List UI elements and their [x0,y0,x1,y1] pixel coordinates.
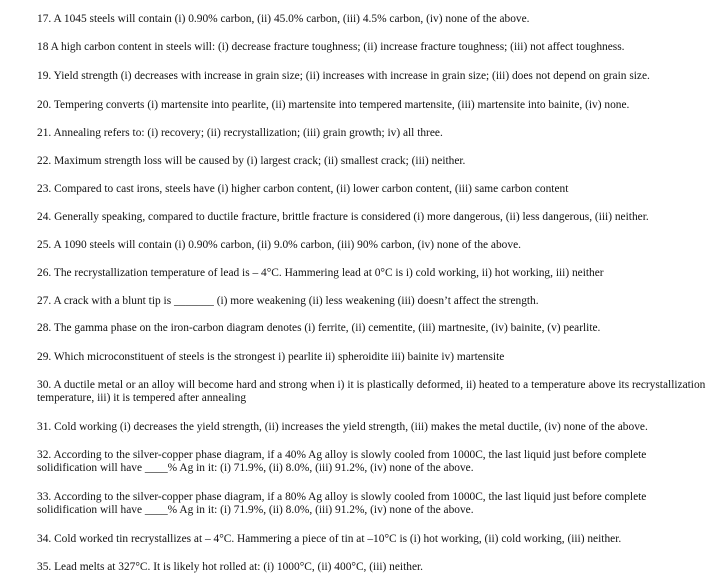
question-31: 31. Cold working (i) decreases the yield strength, (ii) increases the yield strength, (iii) makes the metal ductile, (iv) none of the above. [37,421,648,433]
question-28: 28. The gamma phase on the iron-carbon diagram denotes (i) ferrite, (ii) cementite, (iii) martnesite, (iv) bainite, (v) pearlite. [37,322,601,334]
question-30: 30. A ductile metal or an alloy will become hard and strong when i) it is plastically deformed, ii) heated to a temperature above its recrystallization temperature, iii) it is tempered after annealing [37,379,706,404]
question-26: 26. The recrystallization temperature of lead is – 4°C. Hammering lead at 0°C is i) cold working, ii) hot working, iii) neither [37,267,604,279]
question-27: 27. A crack with a blunt tip is _______ (i) more weakening (ii) less weakening (iii) doesn’t affect the strength. [37,295,539,307]
question-32: 32. According to the silver-copper phase diagram, if a 40% Ag alloy is slowly cooled from 1000C, the last liquid just before complete solidification will have ____% Ag in it: (i) 71.9%, (ii) 8.0%, (iii) 91.2%, (iv) none of the above. [37,449,647,474]
question-25: 25. A 1090 steels will contain (i) 0.90% carbon, (ii) 9.0% carbon, (iii) 90% carbon, (iv) none of the above. [37,239,521,251]
question-20: 20. Tempering converts (i) martensite into pearlite, (ii) martensite into tempered martensite, (iii) martensite into bainite, (iv) none. [37,99,630,111]
question-18: 18 A high carbon content in steels will: (i) decrease fracture toughness; (ii) increase fracture toughness; (iii) not affect toughness. [37,41,625,53]
question-22: 22. Maximum strength loss will be caused by (i) largest crack; (ii) smallest crack; (iii) neither. [37,155,466,167]
question-21: 21. Annealing refers to: (i) recovery; (ii) recrystallization; (iii) grain growth; iv) all three. [37,127,443,139]
question-23: 23. Compared to cast irons, steels have (i) higher carbon content, (ii) lower carbon content, (iii) same carbon content [37,183,569,195]
question-35: 35. Lead melts at 327°C. It is likely hot rolled at: (i) 1000°C, (ii) 400°C, (iii) neither. [37,561,424,573]
question-29: 29. Which microconstituent of steels is the strongest i) pearlite ii) spheroidite iii) bainite iv) martensite [37,351,505,363]
question-24: 24. Generally speaking, compared to ductile fracture, brittle fracture is considered (i) more dangerous, (ii) less dangerous, (iii) neither. [37,211,649,223]
question-17: 17. A 1045 steels will contain (i) 0.90% carbon, (ii) 45.0% carbon, (iii) 4.5% carbon, (iv) none of the above. [37,13,530,25]
question-33: 33. According to the silver-copper phase diagram, if a 80% Ag alloy is slowly cooled from 1000C, the last liquid just before complete solidification will have ____% Ag in it: (i) 71.9%, (ii) 8.0%, (iii) 91.2%, (iv) none of the above. [37,491,647,516]
question-19: 19. Yield strength (i) decreases with increase in grain size; (ii) increases with increase in grain size; (iii) does not depend on grain size. [37,70,650,82]
question-34: 34. Cold worked tin recrystallizes at – 4°C. Hammering a piece of tin at –10°C is (i) hot working, (ii) cold working, (iii) neither. [37,533,622,545]
